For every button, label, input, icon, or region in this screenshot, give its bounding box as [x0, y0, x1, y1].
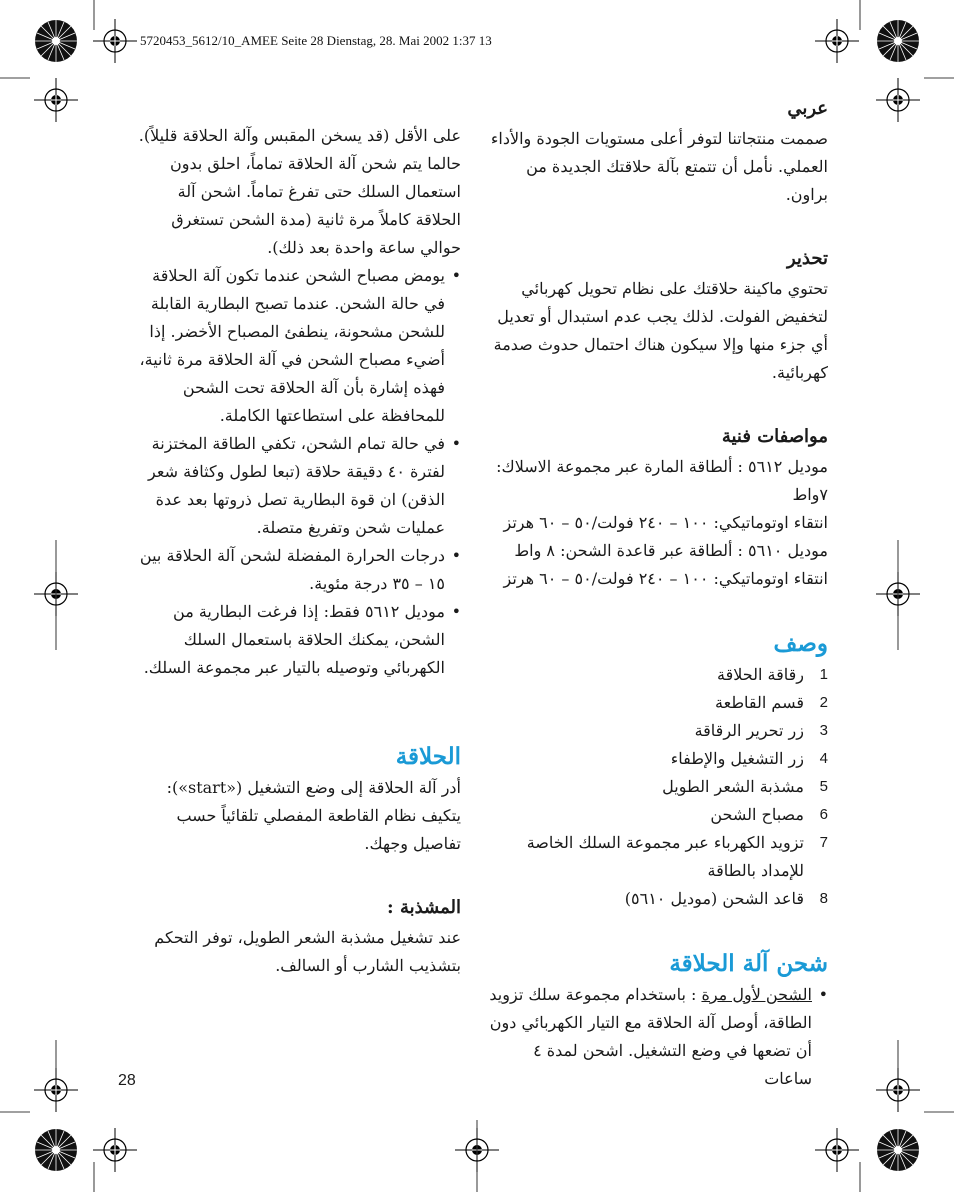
spec-line: موديل ٥٦١٠ : ألطاقة عبر قاعدة الشحن: ٨ واط [514, 541, 828, 560]
spec-line: انتقاء اوتوماتيكي: ١٠٠ – ٢٤٠ فولت/٥٠ – ٦٠ هرتز [503, 569, 828, 588]
charging-notes-list [128, 262, 461, 682]
list-item: • في حالة تمام الشحن، تكفي الطاقة المختزنة لفترة ٤٠ دقيقة حلاقة (تبعا لطول وكثافة شعر الذقن) ان قوة البطارية تصل ذروتها بعد عدة عمليات شحن وتفريغ متصلة. [128, 430, 461, 542]
shaving-text: أدر آلة الحلاقة إلى وضع التشغيل («start»): يتكيف نظام القاطعة المفصلي تلقائياً حسب تفاصيل وجهك. [166, 778, 461, 853]
list-item: 2 قسم القاطعة [715, 693, 828, 712]
warning-text: تحتوي ماكينة حلاقتك على نظام تحويل كهربائي لتخفيض الفولت. لذلك يجب عدم استبدال أو تعديل أي جزء منها وإلا سيكون هناك احتمال حدوث صدمة كهربائية. [493, 279, 828, 382]
description-list [483, 661, 828, 913]
trimmer-text: عند تشغيل مشذبة الشعر الطويل، توفر التحكم بتشذيب الشارب أو السالف. [154, 928, 461, 975]
registration-wheel-top-left [35, 20, 77, 62]
intro-text: صممت منتجاتنا لتوفر أعلى مستويات الجودة والأداء العملي. نأمل أن تتمتع بآلة حلاقتك الجديدة من براون. [490, 129, 828, 204]
charging-first-label: الشحن لأول مرة [701, 985, 812, 1004]
list-item: 1 رقاقة الحلاقة [717, 665, 828, 684]
charging-heading: شحن آلة الحلاقة [669, 950, 828, 977]
list-item: 8 قاعد الشحن (موديل ٥٦١٠) [624, 889, 828, 908]
charging-list [483, 981, 828, 1093]
list-item: 5 مشذبة الشعر الطويل [662, 777, 828, 796]
trimmer-heading: المشذبة : [387, 897, 461, 918]
list-item [483, 981, 828, 1093]
list-item: • يومض مصباح الشحن عندما تكون آلة الحلاقة في حالة الشحن. عندما تصبح البطارية القابلة للشحن مشحونة، ينطفئ المصباح الأخضر. إذا أضيء مصباح الشحن في آلة الحلاقة مرة ثانية، فهذه إشارة بأن آلة الحلاقة تحت الشحن للمحافظة على استطاعتها الكاملة. [128, 262, 461, 430]
warning-heading: تحذير [786, 248, 828, 269]
registration-wheel-bottom-right [877, 1129, 919, 1171]
registration-wheel-bottom-left [35, 1129, 77, 1171]
list-item: • درجات الحرارة المفضلة لشحن آلة الحلاقة بين ١٥ – ٣٥ درجة مئوية. [128, 542, 461, 598]
list-item: 4 زر التشغيل والإطفاء [670, 749, 828, 768]
left-column [128, 122, 461, 980]
list-item: • موديل ٥٦١٢ فقط: إذا فرغت البطارية من الشحن، يمكنك الحلاقة باستعمال السلك الكهربائي وتوصيله بالتيار عبر مجموعة السلك. [128, 598, 461, 682]
intro-heading: عربي [787, 98, 828, 119]
page-number: 28 [118, 1072, 136, 1089]
continuation-text: على الأقل (قد يسخن المقبس وآلة الحلاقة قليلاً). حالما يتم شحن آلة الحلاقة تماماً، احلق بدون استعمال السلك حتى تفرغ تماماً. اشحن آلة الحلاقة كاملاً مرة ثانية (مدة الشحن تستغرق حوالي ساعة واحدة بعد ذلك). [138, 126, 461, 257]
spec-line: موديل ٥٦١٢ : ألطاقة المارة عبر مجموعة الاسلاك: ٧واط [496, 457, 828, 504]
list-item: 6 مصباح الشحن [710, 805, 828, 824]
list-item: 7 تزويد الكهرباء عبر مجموعة السلك الخاصة للإمداد بالطاقة [526, 833, 828, 880]
spec-line: انتقاء اوتوماتيكي: ١٠٠ – ٢٤٠ فولت/٥٠ – ٦٠ هرتز [503, 513, 828, 532]
charging-first-text: : باستخدام مجموعة سلك تزويد الطاقة، أوصل آلة الحلاقة مع التيار الكهربائي دون أن تضعها في وضع التشغيل. اشحن لمدة ٤ ساعات [489, 985, 812, 1088]
description-heading: وصف [773, 630, 828, 657]
specs-heading: مواصفات فنية [721, 426, 828, 447]
registration-wheel-top-right [877, 20, 919, 62]
shaving-heading: الحلاقة [395, 743, 461, 770]
list-item: 3 زر تحرير الرقاقة [694, 721, 828, 740]
right-column [483, 93, 828, 1093]
print-header: 5720453_5612/10_AMEE Seite 28 Dienstag, 28. Mai 2002 1:37 13 [140, 33, 492, 48]
